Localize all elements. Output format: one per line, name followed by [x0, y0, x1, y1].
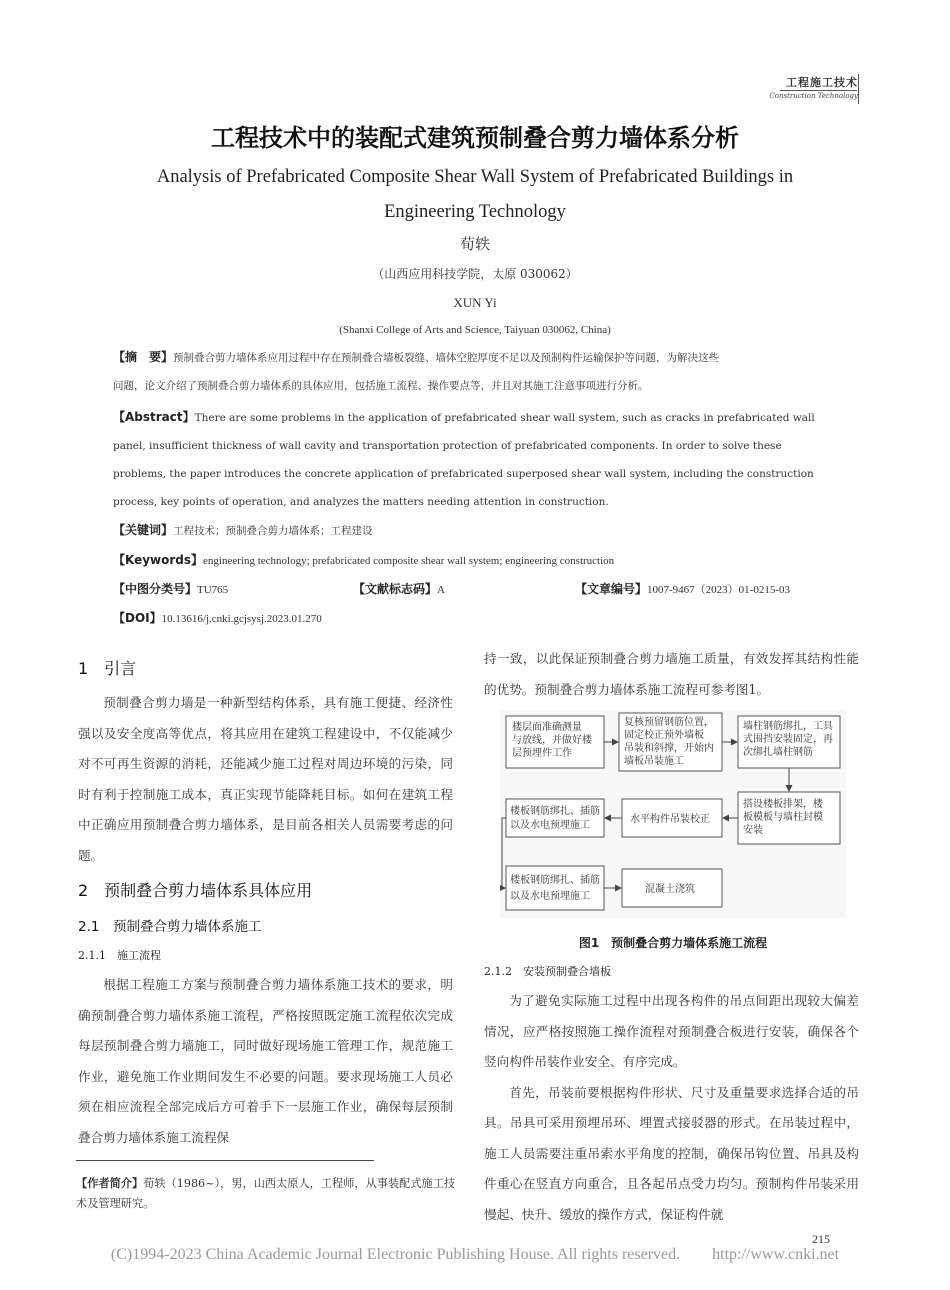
flow-box-3-line-1: 墙柱钢筋绑扎，工具 [743, 721, 833, 732]
section-2-1-2-paragraph-2: 首先，吊装前要根据构件形状、尺寸及重量要求选择合适的吊具。吊具可采用预埋吊环、埋置式接驳器的形式。在吊装过程中，施工人员需要注重吊索水平角度的控制，确保吊钩位置、吊具及构件重心在竖直方向重合，且各起吊点受力均匀。预制构件吊装采用慢起、快升、缓放的操作方式，保证构件就 [484, 1084, 859, 1222]
flow-box-1-line-3: 层预埋件工作 [512, 748, 572, 759]
paper-title-en-line2: Engineering Technology [384, 202, 566, 222]
section-1-paragraph: 预制叠合剪力墙是一种新型结构体系，具有施工便捷、经济性强以及安全度高等优点，将其应用在建筑工程建设中，不仅能减少对不可再生资源的消耗，还能减少施工过程对周边环境的污染，同时有利于控制施工成本，真正实现节能降耗目标。如何在建筑工程中正确应用预制叠合剪力墙体系，是目前各相关人员需要考虑的问题。 [78, 695, 453, 863]
flow-box-1-line-2: 与放线，并做好楼 [512, 735, 592, 746]
section-2-1-2-paragraph-1: 为了避免实际施工过程中出现各构件的吊点间距出现较大偏差情况，应严格按照施工操作流程对预制叠合板进行安装，确保各个竖向构件吊装作业安全、有序完成。 [484, 993, 859, 1069]
flowchart-figure [500, 710, 846, 918]
flow-box-8-text [645, 882, 695, 895]
abstract-cn-line2: 问题，论文介绍了预制叠合剪力墙体系的具体应用，包括施工流程、操作要点等，并且对其施工注意事项进行分析。 [113, 380, 649, 392]
section-2-1-1-heading: 2.1.1 施工流程 [78, 949, 161, 962]
author-affiliation-cn: （山西应用科技学院，太原 030062） [372, 267, 578, 281]
classification-row [113, 575, 843, 604]
flow-box-5-line-1: 水平构件吊装校正 [630, 814, 710, 825]
flow-box-2-line-3: 吊装和斜撑，开始内 [624, 743, 714, 754]
footnote-rule [76, 1160, 374, 1161]
section-2-1-2-heading: 2.1.2 安装预制叠合墙板 [484, 965, 611, 978]
footnote-label: 【作者简介】 [76, 1177, 144, 1190]
flow-box-4-line-3: 安装 [743, 825, 763, 836]
section-2-1-1-body [78, 970, 453, 1153]
abstract-en [113, 403, 825, 516]
flow-box-3-line-3: 次绑扎墙柱钢筋 [743, 747, 813, 758]
section-1-heading: 1 引言 [78, 659, 137, 678]
paper-title-en-line1: Analysis of Prefabricated Composite Shear Wall System of Prefabricated Buildings in [156, 167, 794, 187]
journal-name-cn: 工程施工技术 [786, 76, 858, 89]
section-2-1-1-paragraph: 根据工程施工方案与预制叠合剪力墙体系施工技术的要求，明确预制叠合剪力墙体系施工流程，严格按照既定施工流程依次完成每层预制叠合剪力墙施工，同时做好现场施工管理工作，规范施工作业，避免施工作业期间发生不必要的问题。要求现场施工人员必须在相应流程全部完成后方可着手下一层施工作业，确保每层预制叠合剪力墙体系施工流程保 [78, 977, 453, 1145]
flow-box-3-line-2: 式围挡安装固定，再 [743, 734, 833, 745]
flow-box-7-line-1: 楼板钢筋绑扎、插筋 [510, 875, 600, 886]
doc-code-value: A [437, 584, 445, 596]
flow-box-6-line-2: 以及水电预埋施工 [510, 820, 590, 831]
author-name-en: XUN Yi [453, 295, 497, 310]
abstract-cn [113, 343, 825, 400]
flow-box-8-line-1: 混凝土浇筑 [645, 884, 695, 895]
header-vertical-rule [858, 74, 859, 104]
abstract-en-label: 【Abstract】 [113, 410, 195, 424]
page-number: 215 [812, 1232, 830, 1246]
doc-code-label: 【文献标志码】 [353, 582, 438, 596]
keywords-en-text: engineering technology; prefabricated composite shear wall system; engineering construction [203, 555, 615, 567]
flow-box-7 [506, 866, 604, 910]
author-footnote [76, 1174, 456, 1214]
keywords-en [113, 546, 825, 575]
abstract-en-text: There are some problems in the application of prefabricated shear wall system, such as cracks in prefabricated wall panel, insufficient thickness of wall cavity and transportation protection of prefabricated components. In order to solve these problems, the paper introduces the concrete application of prefabricated superposed shear wall system, including the construction process, key points of operation, and analyzes the matters needing attention in construction. [113, 412, 815, 508]
flow-box-4-line-1: 搭设楼板排架，楼 [743, 799, 823, 810]
flow-box-4-line-2: 板模板与墙柱封模 [743, 812, 823, 823]
flow-box-2-line-2: 固定校正预外墙板 [624, 730, 704, 741]
right-column-continued [484, 644, 859, 705]
abstract-cn-line1: 预制叠合剪力墙体系应用过程中存在预制叠合墙板裂缝、墙体空腔厚度不足以及预制构件运输保护等问题，为解决这些 [173, 352, 720, 364]
abstract-cn-label: 【摘 要】 [113, 350, 174, 364]
flow-box-5-text [630, 812, 710, 825]
flow-box-2-line-1: 复核预留钢筋位置， [624, 717, 714, 728]
clc-value: TU765 [197, 584, 229, 596]
section-2-1-2-body [484, 986, 859, 1230]
article-no-value: 1007-9467（2023）01-0215-03 [647, 584, 791, 596]
paper-title-en [110, 160, 840, 230]
journal-name-en: Construction Technology [769, 92, 858, 100]
section-2-1-heading: 2.1 预制叠合剪力墙体系施工 [78, 919, 262, 935]
flow-box-6 [506, 799, 604, 837]
flow-box-7-line-2: 以及水电预埋施工 [510, 891, 590, 902]
footnote-text: 荀轶（1986~），男，山西太原人，工程师，从事装配式施工技术及管理研究。 [76, 1177, 456, 1210]
flow-box-1-line-1: 楼层面准确测量 [512, 722, 582, 733]
keywords-cn [113, 516, 825, 545]
copyright-notice: (C)1994-2023 China Academic Journal Electronic Publishing House. All rights reserved. http://www.cnki.net [110, 1246, 840, 1263]
keywords-cn-text: 工程技术；预制叠合剪力墙体系；工程建设 [173, 525, 373, 537]
doi-value: 10.13616/j.cnki.gcjsysj.2023.01.270 [161, 613, 322, 625]
figure-1-caption: 图1 预制叠合剪力墙体系施工流程 [578, 936, 768, 950]
paper-title-cn: 工程技术中的装配式建筑预制叠合剪力墙体系分析 [211, 124, 739, 152]
section-1-body [78, 688, 453, 871]
author-name-cn: 荀轶 [459, 235, 490, 253]
doi-label: 【DOI】 [113, 611, 162, 625]
doi-row [113, 604, 825, 633]
section-2-heading: 2 预制叠合剪力墙体系具体应用 [78, 881, 313, 900]
article-no-label: 【文章编号】 [575, 582, 648, 596]
keywords-cn-label: 【关键词】 [113, 523, 174, 537]
author-affiliation-en: (Shanxi College of Arts and Science, Taiyuan 030062, China) [339, 324, 611, 336]
keywords-en-label: 【Keywords】 [113, 553, 204, 567]
continued-paragraph: 持一致，以此保证预制叠合剪力墙施工质量，有效发挥其结构性能的优势。预制叠合剪力墙体系施工流程可参考图1。 [484, 651, 859, 697]
flow-box-6-line-1: 楼板钢筋绑扎、插筋 [510, 806, 600, 817]
clc-label: 【中图分类号】 [113, 582, 198, 596]
flow-box-2-line-4: 墙板吊装施工 [624, 756, 684, 767]
header-rule [780, 90, 857, 91]
